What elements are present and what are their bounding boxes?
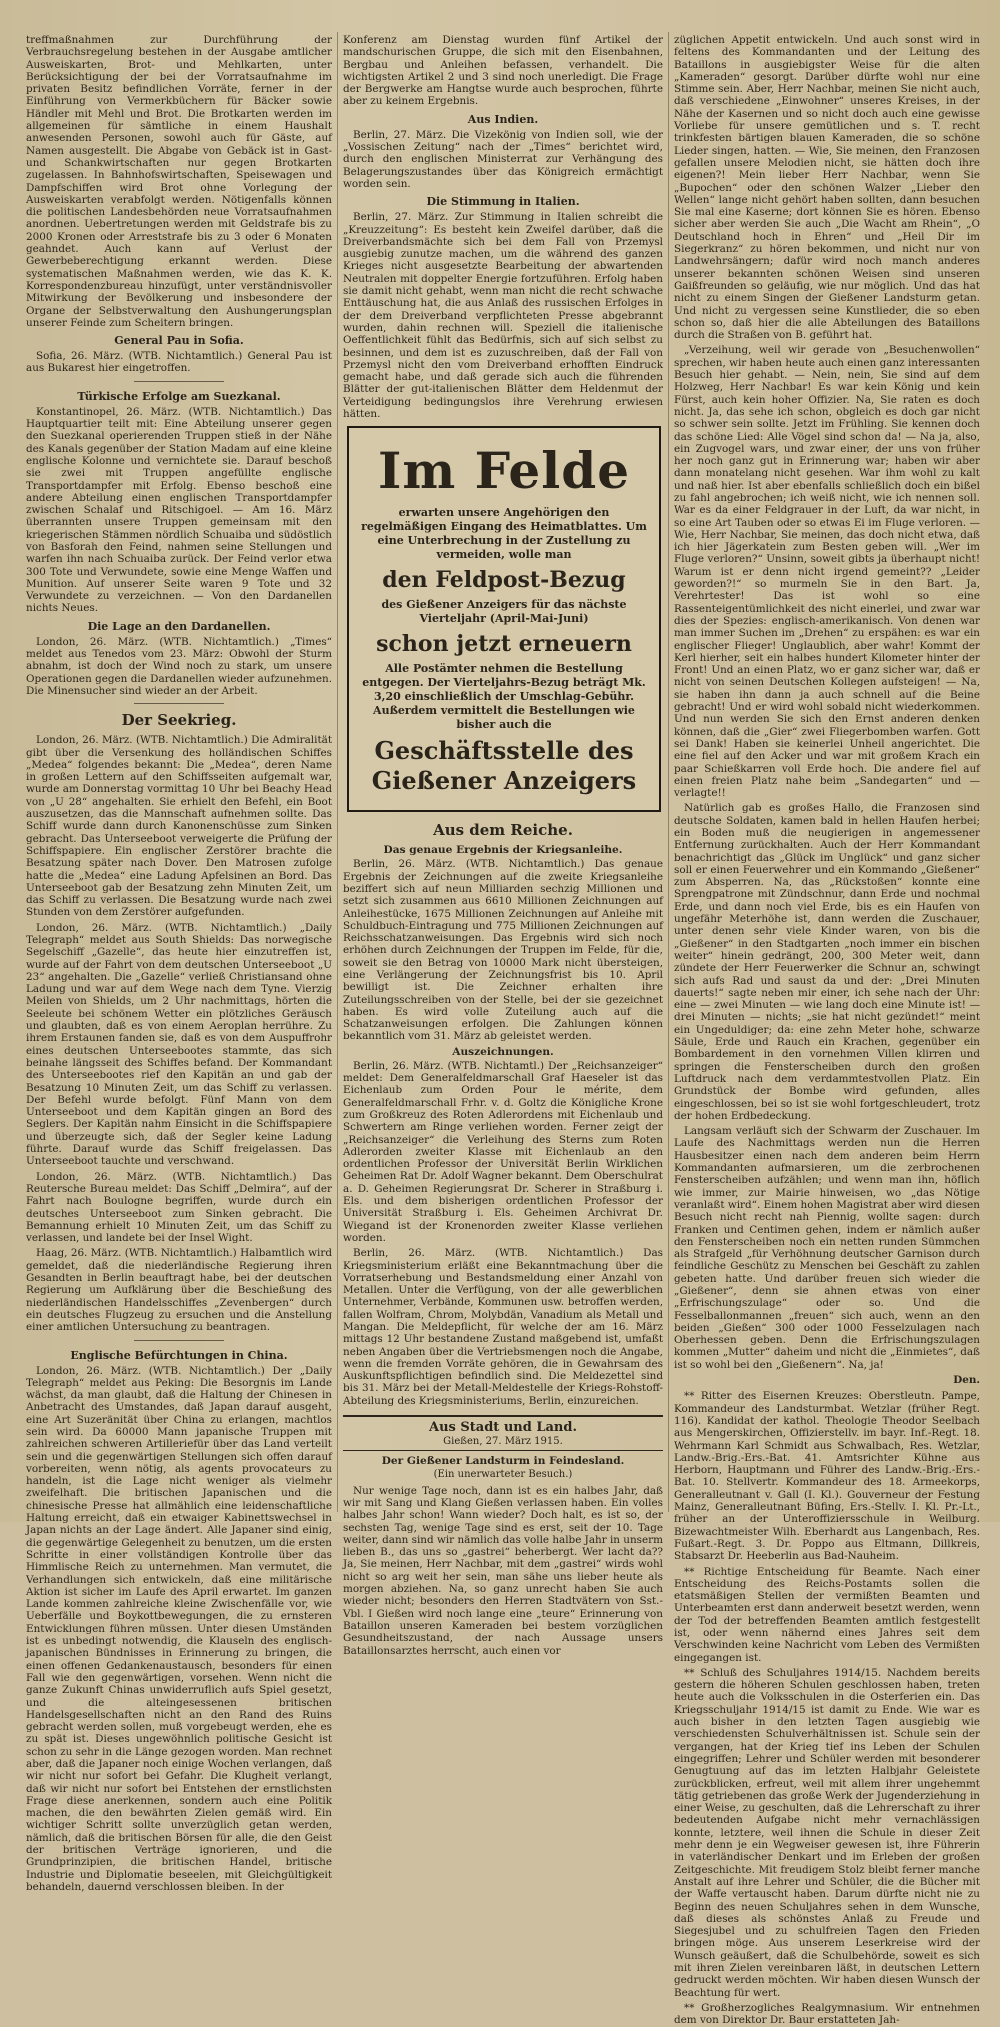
headline-landsturm: Der Gießener Landsturm in Feindesland.	[381, 1455, 625, 1468]
article-text: Langsam verläuft sich der Schwarm der Zuschauer. Im Laufe des Nachmittags werden nun die Herren Hausbesitzer einen nach dem anderen beim Herrn Kommandanten aufmarsieren, um die zerbrochenen Fensterscheiben aufzählen; und wenn man ihn, höflich wie immer, zur Mairie hinweisen, wo „das Nötige veranlaßt wird“. Einem hohen Magistrat aber wird diesen Besuch nicht recht nah Piennig, wollte sagen: durch Franken und Centimen gehen, indem er nämlich außer den Fensterscheiben noch ein netten runden Sümmchen als Strafgeld „für Verhöhnung deutscher Garnison durch feindliche Geschütz zu Menschen bei Geschäft zu zahlen gebeten hatte. Und darüber freuen sich wieder die „Gießener“, denn sie ahnen etwas von einer „Erfrischungszulage“ oder so. Und die Fesselballonmannen „freuen“ sich auch, wenn an den beiden „Gießen“ 300 oder 1000 Fesselzulagen nach Oberhessen geben. Denn die Erfrischungszulagen kommen „Mutter“ daheim und nicht die „Einmietes“, daß ist so wohl bei den „Gießenern“. Na, ja!	[674, 1125, 980, 1371]
column-right	[674, 0, 980, 2027]
ad-highlight: den Feldpost-Bezug	[382, 567, 626, 594]
ad-text: erwarten unsere Angehörigen den regelmäßigen Eingang des Heimatblattes. Um eine Unterbrechung in der Zustellung zu vermeiden, wolle man	[361, 506, 647, 562]
divider	[134, 381, 224, 382]
article-text: Haag, 26. März. (WTB. Nichtamtlich.) Halbamtlich wird gemeldet, daß die niederländische Regierung ihren Gesandten in Berlin beauftragt habe, bei der deutschen Regierung um Aufklärung über die Beschießung des niederländischen Handelsschiffes „Zevenbergen“ durch ein deutsches Flugzeug zu ersuchen und die Anstellung einer amtlichen Untersuchung zu beantragen.	[26, 1247, 332, 1334]
article-text: Berlin, 26. März. (WTB. Nichtamtlich.) Das genaue Ergebnis der Zeichnungen auf die zweite Kriegsanleihe beziffert sich auf neun Milliarden sechzig Millionen und setzt sich zusammen aus 6610 Millionen Zeichnungen auf Anleihestücke, 1675 Millionen Zeichnungen auf Anleihe mit Schuldbuch-Eintragung und 775 Millionen Zeichnungen auf Reichsschatzanweisungen. Das Ergebnis wird sich noch erhöhen durch Zeichnungen der Truppen im Felde, für die, soweit sie den Betrag von 10000 Mark nicht übersteigen, eine Verlängerung der Zeichnungsfrist bis 10. April bewilligt ist. Die Zeichner erhalten ihre Zuteilungsschreiben von der Stelle, bei der sie gezeichnet haben. Es wird volle Zuteilung auch auf die Schatzanweisungen erfolgen. Die Zahlungen können bekanntlich vom 31. März ab geleistet werden.	[343, 858, 663, 1043]
headline-auszeichnungen: Auszeichnungen.	[452, 1045, 554, 1058]
ad-highlight: Geschäftsstelle des Gießener Anzeigers	[371, 736, 637, 796]
article-text: Nur wenige Tage noch, dann ist es ein halbes Jahr, daß wir mit Sang und Klang Gießen verlassen haben. Ein volles halbes Jahr schon! Wann wieder? Doch halt, es ist so, der sechsten Tag, wenige Tage sind es erst, seit der 10. Tage weiter, dann sind wir nämlich das volle halbe Jahr in unserm lieben B., das uns so „gastrei“ beherbergt. Wer lacht da?? Ja, Sie meinen, Herr Nachbar, mit dem „gastrei“ wirds wohl nicht so arg weit her sein, man sähe uns lieber heute als morgen abziehen. Na, so ganz unrecht haben Sie auch wieder nicht; besonders den Herren Stadtvätern von Sst.-Vbl. I Gießen wird noch lange eine „teure“ Erinnerung von Bataillon unseren Kameraden bei bestem vorzüglichen Gesundheitszustand, der nach Aussage unsers Bataillonsarztes herrscht, auch einen vor	[343, 1484, 663, 1657]
ad-highlight: schon jetzt erneuern	[376, 631, 632, 658]
article-text: Natürlich gab es großes Hallo, die Franzosen sind deutsche Soldaten, kamen bald in hellen Haufen herbei; ein Boden muß die neugierigen in angemessener Entfernung zurückhalten. Auch der Herr Kommandant benachrichtigt das „Glück im Unglück“ und ganz sicher soll er einen Feuerwehrer und ein Kommando „Gießener“ zum Absperren. Na, das „Rückstoßen“ konnte eine Sprengpatrone mit Zündschnur, dann Erde und nochmal Erde, und dann noch viel Erde, bis es ein Haufen von ungefähr Meterhöhe ist, dann werden die Zuschauer, unter denen sehr viele Kinder waren, von bis die „Gießener“ in den Stadtgarten „noch immer ein bischen weiter“ hinein gedrängt, 200, 300 Meter weit, dann zündete der Herr Feuerwerker die Schnur an, schwingt sich aufs Rad und saust da und der: „Drei Minuten dauerts!“ sagte neben mir einer, ich sehe nach der Uhr: eine — zwei Minuten — wie lang doch eine Minute ist! — drei Minuten — nichts; „sie hat nicht gezündet!“ meint ein Ungeduldiger; da: eine zehn Meter hohe, schwarze Säule, Erde und Rauch ein Krachen, gegenüber ein Bombardement in den vornehmen Villen klirren und springen die Fensterscheiben durch den großen Luftdruck nach dem verdammtestvollen Platz. Ein Grundstück der Bombe wird gefunden, alles eingeschlossen, bei so ist sie wohl fortgeschleudert, trotz der hohen Erdbedeckung.	[674, 802, 980, 1122]
headline-suez: Türkische Erfolge am Suezkanal.	[77, 389, 281, 403]
ad-title: Im Felde	[377, 441, 631, 501]
column-rule	[337, 32, 338, 1512]
article-text: treffmaßnahmen zur Durchführung der Verbrauchsregelung bestehen in der Ausgabe amtlicher Ausweiskarten, Brot- und Mehlkarten, unter Berücksichtigung der bei der Vorratsaufnahme im privaten Besitz befindlichen Vorräte, ferner in der Einführung von Vermerkbüchern für Bäcker sowie Händler mit Mehl und Brot. Die Brotkarten werden im allgemeinen für sämtliche in einem Haushalt anwesenden Personen, sowohl auch für Gäste, auf Namen ausgestellt. Die Abgabe von Gebäck ist in Gast- und Schankwirtschaften nur gegen Brotkarten zugelassen. In Bahnhofswirtschaften, Speisewagen und Dampfschiffen wird Brot ohne Vorlegung der Ausweiskarten verabfolgt werden. Nötigenfalls können die politischen Landesbehörden neue Vorratsaufnahmen anordnen. Uebertretungen werden mit Geldstrafe bis zu 2000 Kronen oder Arreststrafe bis zu 3 oder 6 Monaten geahndet. Auch kann auf Verlust der Gewerbeberechtigung erkannt werden. Diese systematischen Maßnahmen werden, wie das K. K. Korrespondenzbureau hinzufügt, unter verständnisvoller Mitwirkung der Bevölkerung und insbesondere der Organe der Selbstverwaltung den Aushungerungsplan unserer Feinde zum Scheitern bringen.	[26, 34, 332, 329]
column-rule	[668, 32, 669, 1512]
article-text: London, 26. März. (WTB. Nichtamtlich.) „Daily Telegraph“ meldet aus South Shields: Das norwegische Segelschiff „Gazelle“, das heute hier einzutreffen ist, wurde auf der Fahrt von dem deutschen Unterseeboot „U 23“ angehalten. Die „Gazelle“ verließ Christiansand ohne Ladung und war auf dem Wege nach dem Tyne. Vierzig Meilen von Shields, um 2 Uhr nachmittags, hörten die Seeleute bei schönem Wetter ein plötzliches Geräusch und glaubten, daß es von einem Aeroplan herrühre. Zu ihrem Erstaunen fanden sie, daß es von dem Auspuffrohr eines deutschen Unterseebootes stammte, das sich beinahe längsseit des Schiffes befand. Der Kommandant des Unterseebootes rief den Kapitän an und gab der Besatzung 10 Minuten Zeit, um das Schiff zu verlassen. Der Befehl wurde befolgt. Fünf Mann von dem Unterseeboot und dem Kapitän gingen an Bord des Seglers. Der Kapitän nahm Einsicht in die Schiffspapiere und überzeugte sich, daß der Segler keine Ladung führte. Darauf wurde das Schiff freigelassen. Das Unterseeboot tauchte und verschwand.	[26, 921, 332, 1168]
article-text: Berlin, 26. März. (WTB. Nichtamtlich.) Das Kriegsministerium erläßt eine Bekanntmachung über die Vorratserhebung und Bestandsmeldung einer Anzahl von Metallen. Unter die Verfügung, von der alle gewerblichen Unternehmer, Verbände, Kommunen usw. betroffen werden, fallen Wolfram, Chrom, Molybdän, Vanadium als Metall und Mangan. Die Meldepflicht, für welche der am 16. März mittags 12 Uhr bestandene Zustand maßgebend ist, umfaßt neben Angaben über die Vertriebsmengen noch die Angabe, wenn die fremden Vorräte gehören, die in Gewahrsam des Auskunftspflichtigen befindlich sind. Die Meldezettel sind bis 31. März bei der Metall-Meldestelle der Kriegs-Rohstoff-Abteilung des Kriegsministeriums, Berlin, einzureichen.	[343, 1247, 663, 1407]
headline-anleihe: Das genaue Ergebnis der Kriegsanleihe.	[383, 844, 623, 857]
section-header	[343, 1415, 663, 1451]
article-text: ** Ritter des Eisernen Kreuzes: Oberstleutn. Pampe, Kommandeur des Landsturmbat. Wetzlar (früher Regt. 116). Kandidat der kathol. Theologie Theodor Seelbach aus Mengerskirchen, Offizierstellv. im bayr. Inf.-Regt. 18. Wehrmann Karl Schmidt aus Schwalbach, Res. Wetzlar, Landw.-Brig.-Ers.-Bat. 41. Amtsrichter Kühne aus Herborn, Hauptmann und Führer des Landw.-Brig.-Ers.-Bat. 10. Stellvertr. Kommandeur des 18. Armeekorps, Generalleutnant v. Gall (I. Kl.). Gouverneur der Festung Mainz, Generalleutnant Büfing, Ers.-Stellv. I. Kl. Pr.-Lt., früher an der Unteroffiziersschule in Weilburg. Bizewachtmeister Wilh. Eberhardt aus Langenbach, Res. Fußart.-Regt. 3. Dr. Poppo aus Eltmann, Dillkreis, Stabsarzt Dr. Heeberlin aus Bad-Nauheim.	[674, 1390, 980, 1563]
article-text: Sofia, 26. März. (WTB. Nichtamtlich.) General Pau ist aus Bukarest hier eingetroffen.	[26, 350, 332, 375]
headline-reich: Aus dem Reiche.	[433, 821, 573, 840]
divider	[134, 703, 224, 704]
advertisement-feldpost	[347, 426, 661, 812]
article-text: ** Schluß des Schuljahres 1914/15. Nachdem bereits gestern die höheren Schulen geschlossen haben, treten heute auch die Volksschulen in die Osterferien ein. Das Kriegsschuljahr 1914/15 ist damit zu Ende. Wie war es auch bisher in den letzten Tagen ausgiebig wie verschiedensten Schulverhältnissen ist. Schule sein der vergangen, hat der Krieg tief ins Leben der Schulen eingegriffen; Lehrer und Schüler werden mit besonderer Genugtuung auf das im letzten Halbjahr Geleistete zurückblicken, erfreut, weil mit allem ihrer ungehemmt tätig getriebenen das große Werk der Jugenderziehung in einer Weise, zu geschulten, daß die Lehrerschaft zu ihrer bedeutenden Aufgabe nicht mehr vernachlässigen konnte, letztere, weil ihnen die Schule in dieser Zeit mehr denn je ein Wegweiser gewesen ist, ihre Führerin in vaterländischer Denkart und im Erleben der großen Zeitgeschichte. Mit freudigem Stolz bleibt ferner manche Anstalt auf ihre Lehrer und Schüler, die die Bücher mit der Waffe vertauscht haben. Darum dürfte nicht nie zu Beginn des neuen Schuljahres sehen in dem Wunsche, daß dieses als schönstes Anlaß zu Freude und Siegesjubel und zu schulfreien Tagen den Frieden bringen möge. Aus unserem Leserkreise wird der Wunsch geäußert, daß die Schulbehörde, soweit es sich mit ihren Zielen vereinbaren läßt, in deutschen Lettern gedruckt werden möchten. Wir haben diesen Wunsch der Beachtung für wert.	[674, 1666, 980, 1999]
section-date: Gießen, 27. März 1915.	[443, 1436, 563, 1448]
article-text: Konferenz am Dienstag wurden fünf Artikel der mandschurischen Gruppe, die sich mit den Eisenbahnen, Bergbau und Anleihen befassen, verhandelt. Die wichtigsten Artikel 2 und 3 sind noch unerledigt. Die Frage der Bergwerke am Hangtse wurde auch besprochen, führte aber zu keinem Ergebnis.	[343, 34, 663, 108]
article-text: ** Richtige Entscheidung für Beamte. Nach einer Entscheidung des Reichs-Postamts sollen die etatsmäßigen Stellen der vermißten Beamten und Unterbeamten erst dann anderweit besetzt werden, wenn der Tod der betreffenden Beamten amtlich festgestellt ist, oder wenn nähernd eines Jahres seit dem Verschwinden keine Nachricht vom Leben des Vermißten eingegangen ist.	[674, 1565, 980, 1664]
column-middle	[343, 0, 663, 1657]
article-text: London, 26. März. (WTB. Nichtamtlich.) Das Reutersche Bureau meldet: Das Schiff „Delmira“, auf der Fahrt nach Boulogne begriffen, wurde durch ein deutsches Unterseeboot zum Sinken gebracht. Die Bemannung erhielt 10 Minuten Zeit, um das Schiff zu verlassen, und landete bei der Insel Wight.	[26, 1170, 332, 1245]
headline-china: Englische Befürchtungen in China.	[70, 1348, 288, 1362]
article-text: Berlin, 27. März. Die Vizekönig von Indien soll, wie der „Vossischen Zeitung“ nach der „Times“ berichtet wird, durch den englischen Ministerrat zur Verhängung des Belagerungszustandes über das Königreich ermächtigt worden sein.	[343, 128, 663, 190]
headline-pau: General Pau in Sofia.	[114, 334, 244, 348]
article-text: London, 26. März. (WTB. Nichtamtlich.) Der „Daily Telegraph“ meldet aus Peking: Die Besorgnis im Lande wächst, da man glaubt, daß die Haltung der Chinesen in Anbetracht des Umstandes, daß Japan darauf ausgeht, eine Art Suzeränität über China zu erlangen, machtlos sein wird. Da 60000 Mann japanische Truppen mit zahlreichen schweren Artilleriefür über das Land verteilt sein und die gegenwärtigen Stellungen sich offen darauf vorbereiten, wenn nötig, als agents provocateurs zu handeln, ist die Lage nicht weniger als vielmehr zweifelhaft. Die britischen Japanischen und die chinesische Presse hat allmählich eine leidenschaftliche Haltung erreicht, daß ein etwaiger Kabinettswechsel in Japan nichts an der Lage ändert. Alle Japaner sind einig, die gegenwärtige Gelegenheit zu benutzen, um die ersten Schritte in einer vollständigen Kontrolle über das Himmlische Reich zu unternehmen. Man vermutet, die Verhandlungen sich entwickeln, daß eine militärische Aktion ist sicher im Laufe des April erwartet. Im ganzen Lande kommen zahlreiche kleine Zwischenfälle vor, wie Ueberfälle und Boykottbewegungen, die zu ernsteren Entwicklungen führen müssen. Unter diesen Umständen ist es unbedingt notwendig, die Klauseln des englisch-japanischen Bündnisses in Erinnerung zu bringen, die einen offenen Gedankenaustausch, besonders für einen Fall wie den gegenwärtigen, vorsehen. Wenn nicht die ganze Zukunft Chinas unwiderruflich aufs Spiel gesetzt, und die alteingesessenen britischen Handelsgesellschaften nicht an den Rand des Ruins gebracht werden sollen, muß vorgebeugt werden, ehe es zu spät ist. Dieses ungewöhnlich politische Gesicht ist schon zu sehr in die Länge gezogen worden. Man rechnet aber, daß die Japaner noch einige Wochen verlangen, daß wir nicht nur sofort bei Gefahr. Die Klugheit verlangt, daß wir nicht nur sofort bei Entstehen der ernstlichsten Frage diese anerkennen, sondern auch eine Politik machen, die den bewährten Zielen gemäß wird. Ein wichtiger Schritt sollte unverzüglich getan werden, nämlich, daß die britischen Börsen für alle, die den Geist der britischen Verträge ignorieren, und die Grundprinzipien, die britischen Handel, britische Industrie und Diplomatie beseelen, mit Gleichgültigkeit behandeln, dauernd verschlossen bleiben. In der	[26, 1364, 332, 1893]
author-signature: Den.	[953, 1374, 980, 1387]
article-text: züglichen Appetit entwickeln. Und auch sonst wird in feltens des Kommandanten und der Leitung des Bataillons in ausgiebigster Weise für die alten „Kameraden“ gesorgt. Darüber dürfte wohl nur eine Stimme sein. Aber, Herr Nachbar, meinen Sie nicht auch, daß verschiedene „Einwohner“ unseres Kreises, in der Nähe der Kasernen und so nicht doch auch eine gewisse Vorliebe für unsere gemütlichen und s. T. recht trinkfesten bärtigen blauen Kameraden, die so schöne Lieder singen, hatten. — Wie, Sie meinen, den Franzosen gefallen unsere Melodien nicht, sie hätten doch ihre eigenen?! Mein lieber Herr Nachbar, wenn Sie „Bupochen“ oder den schönen Walzer „Lieber den Wellen“ lange nicht gehört haben sollten, dann besuchen Sie mal eine Kaserne; dort können Sie es hören. Ebenso sicher aber werden Sie auch „Die Wacht am Rhein“, „O Deutschland hoch in Ehren“ und „Heil Dir im Siegerkranz“ zu hören bekommen, und nicht nur von Landwehrsängern; dafür wird noch manch anderes unserer bekannten schönen Weisen sind unseren Gaißfreunden so geläufig, wie nur möglich. Und das hat nicht zu einem Singen der Gießener Landsturm getan. Und nicht zu vergessen seine Kunstlieder, die so eben schon so, daß hier die alle Abteilungen des Bataillons durch die Straßen von B. geführt hat.	[674, 34, 980, 342]
article-text: Konstantinopel, 26. März. (WTB. Nichtamtlich.) Das Hauptquartier teilt mit: Eine Abteilung unserer gegen den Suezkanal operierenden Truppen stieß in der Nähe des Kanals gegenüber der Station Madam auf eine kleine englische Kolonne und vernichtete sie. Darauf beschoß sie zwei mit Truppen angefüllte englische Transportdampfer mit Erfolg. Ebenso beschoß eine andere Abteilung einen englischen Transportdampfer zwischen Schalaf und Ritschigoel. — Am 16. März überrannten unsere Truppen gemeinsam mit den kriegerischen Stämmen nördlich Schuaiba und südöstlich von Basforah den Feind, nahmen seine Stellungen und warfen ihn nach Schuaiba zurück. Der Feind verlor etwa 300 Tote und Verwundete, sowie eine Menge Waffen und Munition. Auf unserer Seite waren 9 Tote und 32 Verwundete zu verzeichnen. — Von den Dardanellen nichts Neues.	[26, 405, 332, 615]
article-text: „Verzeihung, weil wir gerade von „Besuchenwollen“ sprechen, wir haben heute auch einen ganz interessanten Besuch hier gehabt. — Nein, nein, Sie sind auf dem Holzweg, Herr Nachbar! Es war kein König und kein Fürst, auch kein hoher Offizier. Na, Sie raten es doch nicht. Ja, das sehe ich schon, obgleich es doch gar nicht so schwer sein sollte. Jetzt im Frühling. Sie kennen doch das schöne Lied: Alle Vögel sind schon da! — Na ja, also, ein Zugvogel wars, und zwar einer, der uns von früher her noch ganz gut in Erinnerung war; haben wir aber dann monatelang nicht gesehen. War ihm wohl zu kalt und naß hier. Ist aber ebenfalls schließlich doch ein bißel zu fahl angebrochen; ich weiß nicht, wie ich nennen soll. War es da einer Feldgrauer in der Luft, da war nicht, in so eine Art Tauben oder so etwas Ei im Fluge verloren. — Wie, Herr Nachbar, Sie meinen, das doch nicht etwa, daß ich hier Jägerkatein zum Besten geben will. „Wer im Fluge verloren?“ Unsinn, soweit gibts ja überhaupt nicht! Warum ist er denn nicht irgend gemeint?? „Leider geworden?!“ so murmeln Sie in den Bart. Ja, Verehrtester! Das ist wohl so eine Rassenteigentümlichkeit des nicht einerlei, und zwar war dies der Spezies: englisch-amerikanisch. Von denen war man immer Suchen im „Drehen“ zu erspähen: es war ein englischer Flieger! Unglaublich, aber wahr! Kommt der Kerl hierher, seit ein halbes hundert Kilometer hinter der Front! Und an einen Platz, wo er ganz sicher war, daß er nicht von seinen Deutschen Kollegen aufsteigen! — Na, sie haben ihn dann ja auch schnell auf die Beine gebracht! Und er wird wohl sobald nicht wiederkommen. Und nun werden Sie sich den Ernst anderen denken können, daß die „Gier“ zwei Fliegerbomben warfen. Gott sei Dank! Haben sie keinerlei Unheil angerichtet. Die eine fiel auf den Acker und war mit großem Krach ein paar Schießkarren voll Erde hoch. Die andere fiel auf einen freien Platz nahe beim „Sandegarten“ und — verlagte!!	[674, 344, 980, 800]
article-text: ** Großherzogliches Realgymnasium. Wir entnehmen dem von Direktor Dr. Baur erstatteten Jah-	[674, 2001, 980, 2027]
headline-seekrieg: Der Seekrieg.	[121, 711, 237, 730]
ad-text: Alle Postämter nehmen die Bestellung entgegen. Der Vierteljahrs-Bezug beträgt Mk. 3,20 einschließlich der Umschlag-Gebühr. Außerdem vermittelt die Bestellungen wie bisher auch die	[362, 662, 646, 732]
divider	[134, 1340, 224, 1341]
article-text: Berlin, 26. März. (WTB. Nichtamtl.) Der „Reichsanzeiger“ meldet: Dem Generalfeldmarschall Graf Haeseler ist das Eichenlaub zum Orden Pour le mérite, dem Generalfeldmarschall Frhr. v. d. Goltz die Königliche Krone zum Großkreuz des Roten Adlerordens mit Eichenlaub und Schwertern am Ringe verliehen worden. Ferner zeigt der „Reichsanzeiger“ die Verleihung des Sterns zum Roten Adlerorden zweiter Klasse mit Eichenlaub an den ordentlichen Professor der Universität Berlin Wirklichen Geheimen Rat Dr. Adolf Wagner bekannt. Dem Oberschulrat a. D. Geheimen Regierungsrat Dr. Scherer in Straßburg i. Els. und dem bisherigen ordentlichen Professor der Universität Straßburg i. Els. Geheimen Archivrat Dr. Wiegand ist der Kronenorden zweiter Klasse verliehen worden.	[343, 1059, 663, 1244]
ad-text: des Gießener Anzeigers für das nächste Vierteljahr (April-Mai-Juni)	[381, 598, 627, 626]
headline-stadt-land: Aus Stadt und Land.	[429, 1420, 577, 1436]
article-text: London, 26. März. (WTB. Nichtamtlich.) „Times“ meldet aus Tenedos vom 23. März: Obwohl der Sturm abnahm, ist doch der Wind noch zu stark, um unsere Operationen gegen die Dardanellen wieder aufzunehmen. Die Minensucher sind wieder an der Arbeit.	[26, 635, 332, 697]
headline-dardanellen: Die Lage an den Dardanellen.	[87, 619, 271, 633]
article-text: Berlin, 27. März. Zur Stimmung in Italien schreibt die „Kreuzzeitung“: Es besteht kein Zweifel darüber, daß die Dreiverbandsmächte sich bei dem Fall von Przemysl ausgiebig zunutze machen, um die während des ganzen Krieges nicht ausgesetzte Bearbeitung der abwartenden Neutralen mit doppelter Energie fortzuführen. Erfolg haben sie damit nicht gehabt, wenn man nicht die recht schwache Enttäuschung hat, die aus Anlaß des russischen Erfolges in der dem Dreiverband verpflichteten Presse abgebrannt wurden, dahin rechnen will. Speziell die italienische Oeffentlichkeit fühlt das Bedürfnis, sich auf sich selbst zu besinnen, und dem ist es zuzuschreiben, daß der Fall von Przemysl nicht den vom Dreiverband erhofften Eindruck gemacht habe, und daß gerade sich auch die führenden Blätter der gut-italienischen Blätter dem Heldenmut der Verteidigung bedingungslos ihre Verehrung erwiesen hätten.	[343, 211, 663, 421]
headline-italien: Die Stimmung in Italien.	[426, 195, 580, 209]
column-left	[26, 0, 332, 1893]
subheadline: (Ein unerwarteter Besuch.)	[433, 1469, 573, 1481]
headline-indien: Aus Indien.	[467, 112, 539, 126]
article-text: London, 26. März. (WTB. Nichtamtlich.) Die Admiralität gibt über die Versenkung des holländischen Schiffes „Medea“ folgendes bekannt: Die „Medea“, deren Name in großen Lettern auf den Schiffsseiten aufgemalt war, wurde am Donnerstag vormittag 10 Uhr bei Beachy Head von „U 28“ angehalten. Sie erhielt den Befehl, ein Boot auszusetzen, das die Mannschaft aufnehmen sollte. Das Schiff wurde dann durch Kanonenschüsse zum Sinken gebracht. Das Unterseeboot verweigerte die Prüfung der Schiffspapiere. Ein englischer Zerstörer brachte die Besatzung später nach Dover. Den Matrosen zufolge hatte die „Medea“ eine Ladung Apfelsinen an Bord. Das Unterseeboot gab der Besatzung zehn Minuten Zeit, um das Schiff zu verlassen. Die Besatzung wurde nach zwei Stunden von dem Zerstörer aufgefunden.	[26, 734, 332, 919]
